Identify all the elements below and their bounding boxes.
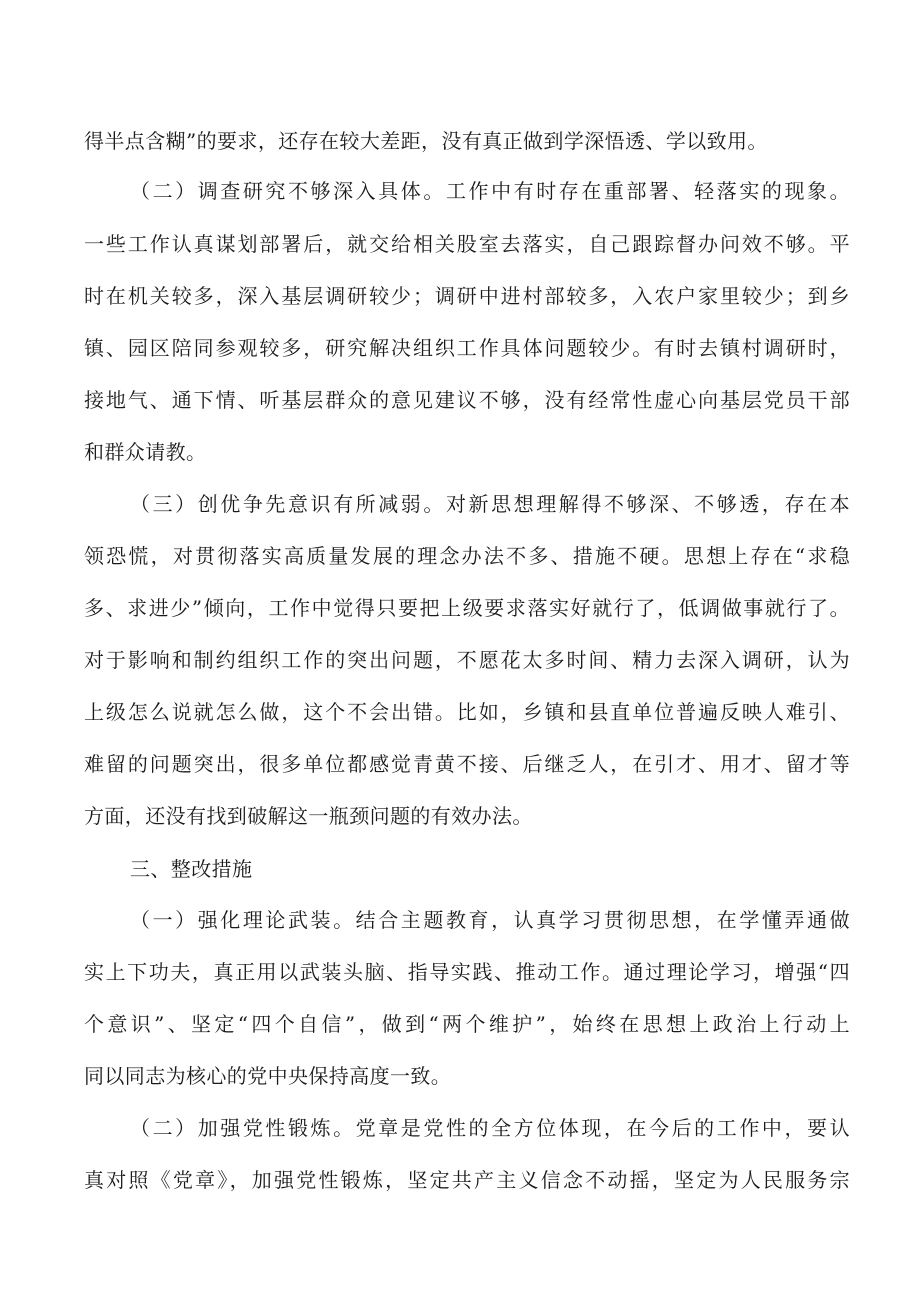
paragraph-line: 同以同志为核心的党中央保持高度一致。: [84, 1064, 452, 1088]
paragraph-line: （三）创优争先意识有所减弱。对新思想理解得不够深、不够透，存在本: [130, 492, 850, 516]
paragraph-line: 一些工作认真谋划部署后，就交给相关股室去落实，自己跟踪督办问效不够。平: [84, 232, 850, 256]
section-heading: 三、整改措施: [130, 857, 253, 881]
paragraph-line: 上级怎么说就怎么做，这个不会出错。比如，乡镇和县直单位普遍反映人难引、: [84, 700, 850, 724]
paragraph-line: 镇、园区陪同参观较多，研究解决组织工作具体问题较少。有时去镇村调研时，: [84, 336, 850, 360]
paragraph-line: （二）调查研究不够深入具体。工作中有时存在重部署、轻落实的现象。: [130, 179, 850, 203]
paragraph-line: 接地气、通下情、听基层群众的意见建议不够，没有经常性虚心向基层党员干部: [84, 388, 850, 412]
paragraph-line: 难留的问题突出，很多单位都感觉青黄不接、后继乏人，在引才、用才、留才等: [84, 752, 850, 776]
paragraph-line: 实上下功夫，真正用以武装头脑、指导实践、推动工作。通过理论学习，增强“四: [84, 960, 850, 984]
paragraph-line: 真对照《党章》，加强党性锻炼，坚定共产主义信念不动摇，坚定为人民服务宗: [84, 1168, 850, 1192]
paragraph-line: 多、求进少”倾向，工作中觉得只要把上级要求落实好就行了，低调做事就行了。: [84, 596, 850, 620]
paragraph-line: 和群众请教。: [84, 440, 207, 464]
paragraph-line: （一）强化理论武装。结合主题教育，认真学习贯彻思想，在学懂弄通做: [130, 908, 850, 932]
paragraph-line: 领恐慌，对贯彻落实高质量发展的理念办法不多、措施不硬。思想上存在“求稳: [84, 544, 850, 568]
paragraph-line: 对于影响和制约组织工作的突出问题，不愿花太多时间、精力去深入调研，认为: [84, 648, 850, 672]
paragraph-line: 个意识”、坚定“四个自信”，做到“两个维护”，始终在思想上政治上行动上: [84, 1012, 850, 1036]
paragraph-line: （二）加强党性锻炼。党章是党性的全方位体现，在今后的工作中，要认: [130, 1116, 850, 1140]
paragraph-line: 时在机关较多，深入基层调研较少；调研中进村部较多，入农户家里较少；到乡: [84, 284, 850, 308]
paragraph-line: 方面，还没有找到破解这一瓶颈问题的有效办法。: [84, 804, 533, 828]
paragraph-line: 得半点含糊”的要求，还存在较大差距，没有真正做到学深悟透、学以致用。: [84, 129, 768, 153]
